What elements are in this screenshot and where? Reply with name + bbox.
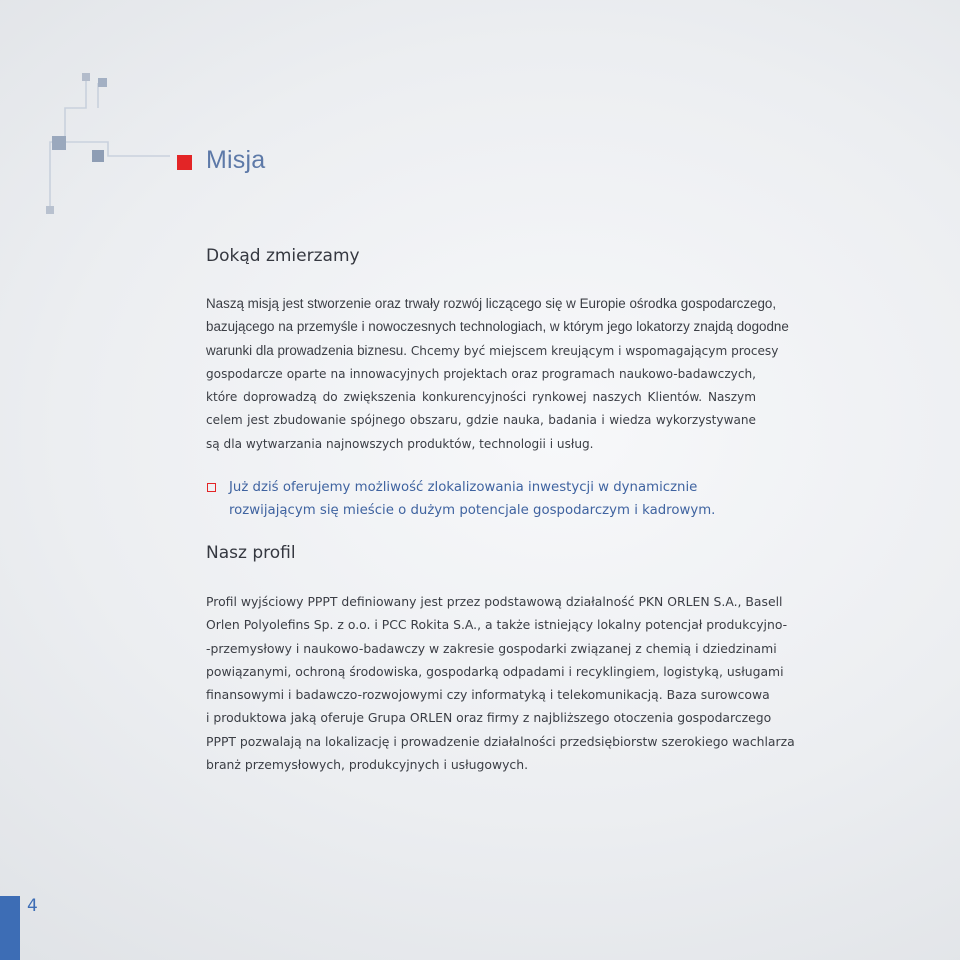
text-line: gospodarcze oparte na innowacyjnych projektach oraz programach naukowo-badawczych, (206, 366, 756, 381)
text-line: są dla wytwarzania najnowszych produktów, technologii i usług. (206, 436, 594, 451)
text-line: powiązanymi, ochroną środowiska, gospodarką odpadami i recyklingiem, logistyką, usługami (206, 663, 784, 679)
page-number-tab (0, 896, 20, 960)
highlight-line: rozwijającym się mieście o dużym potencjale gospodarczym i kadrowym. (229, 503, 716, 519)
circuit-decoration (0, 0, 200, 230)
text-line: PPPT pozwalają na lokalizację i prowadzenie działalności przedsiębiorstw szerokiego wachlarza (206, 733, 795, 749)
page-number: 4 (27, 896, 38, 916)
text-line: i produktowa jaką oferuje Grupa ORLEN oraz firmy z najbliższego otoczenia gospodarczego (206, 710, 772, 726)
text-line: finansowymi i badawczo-rozwojowymi czy informatyką i telekomunikacją. Baza surowcowa (206, 687, 770, 703)
text-line: Orlen Polyolefins Sp. z o.o. i PCC Rokita S.A., a także istniejący lokalny potencjał produkcyjno- (206, 617, 788, 633)
highlight-statement (229, 476, 759, 523)
text-line: Chcemy być miejscem kreującym i wspomagającym procesy (406, 343, 779, 358)
text-line: które doprowadzą do zwiększenia konkurencyjności rynkowej naszych Klientów. Naszym (206, 390, 756, 405)
section-heading-dokad: Dokąd zmierzamy (206, 246, 360, 266)
title-marker-icon (177, 155, 192, 170)
highlight-line: Już dziś oferujemy możliwość zlokalizowania inwestycji w dynamicznie (229, 480, 698, 495)
text-line: warunki dla prowadzenia biznesu. (206, 342, 407, 358)
mission-paragraph (206, 292, 789, 456)
text-line: Naszą misją jest stworzenie oraz trwały rozwój liczącego się w Europie ośrodka gospodarczego, (206, 296, 777, 311)
section-heading-profil: Nasz profil (206, 543, 296, 563)
text-line: Profil wyjściowy PPPT definiowany jest przez podstawową działalność PKN ORLEN S.A., Basell (206, 594, 783, 609)
page-title: Misja (206, 146, 266, 174)
profile-paragraph (206, 590, 795, 776)
text-line: bazującego na przemyśle i nowoczesnych technologiach, w którym jego lokatorzy znajdą dogodne (206, 319, 789, 335)
text-line: celem jest zbudowanie spójnego obszaru, gdzie nauka, badania i wiedza wykorzystywane (206, 413, 756, 428)
highlight-bullet-icon (207, 483, 216, 492)
text-line: -przemysłowy i naukowo-badawczy w zakresie gospodarki związanej z chemią i dziedzinami (206, 640, 777, 656)
text-line: branż przemysłowych, produkcyjnych i usługowych. (206, 757, 529, 773)
